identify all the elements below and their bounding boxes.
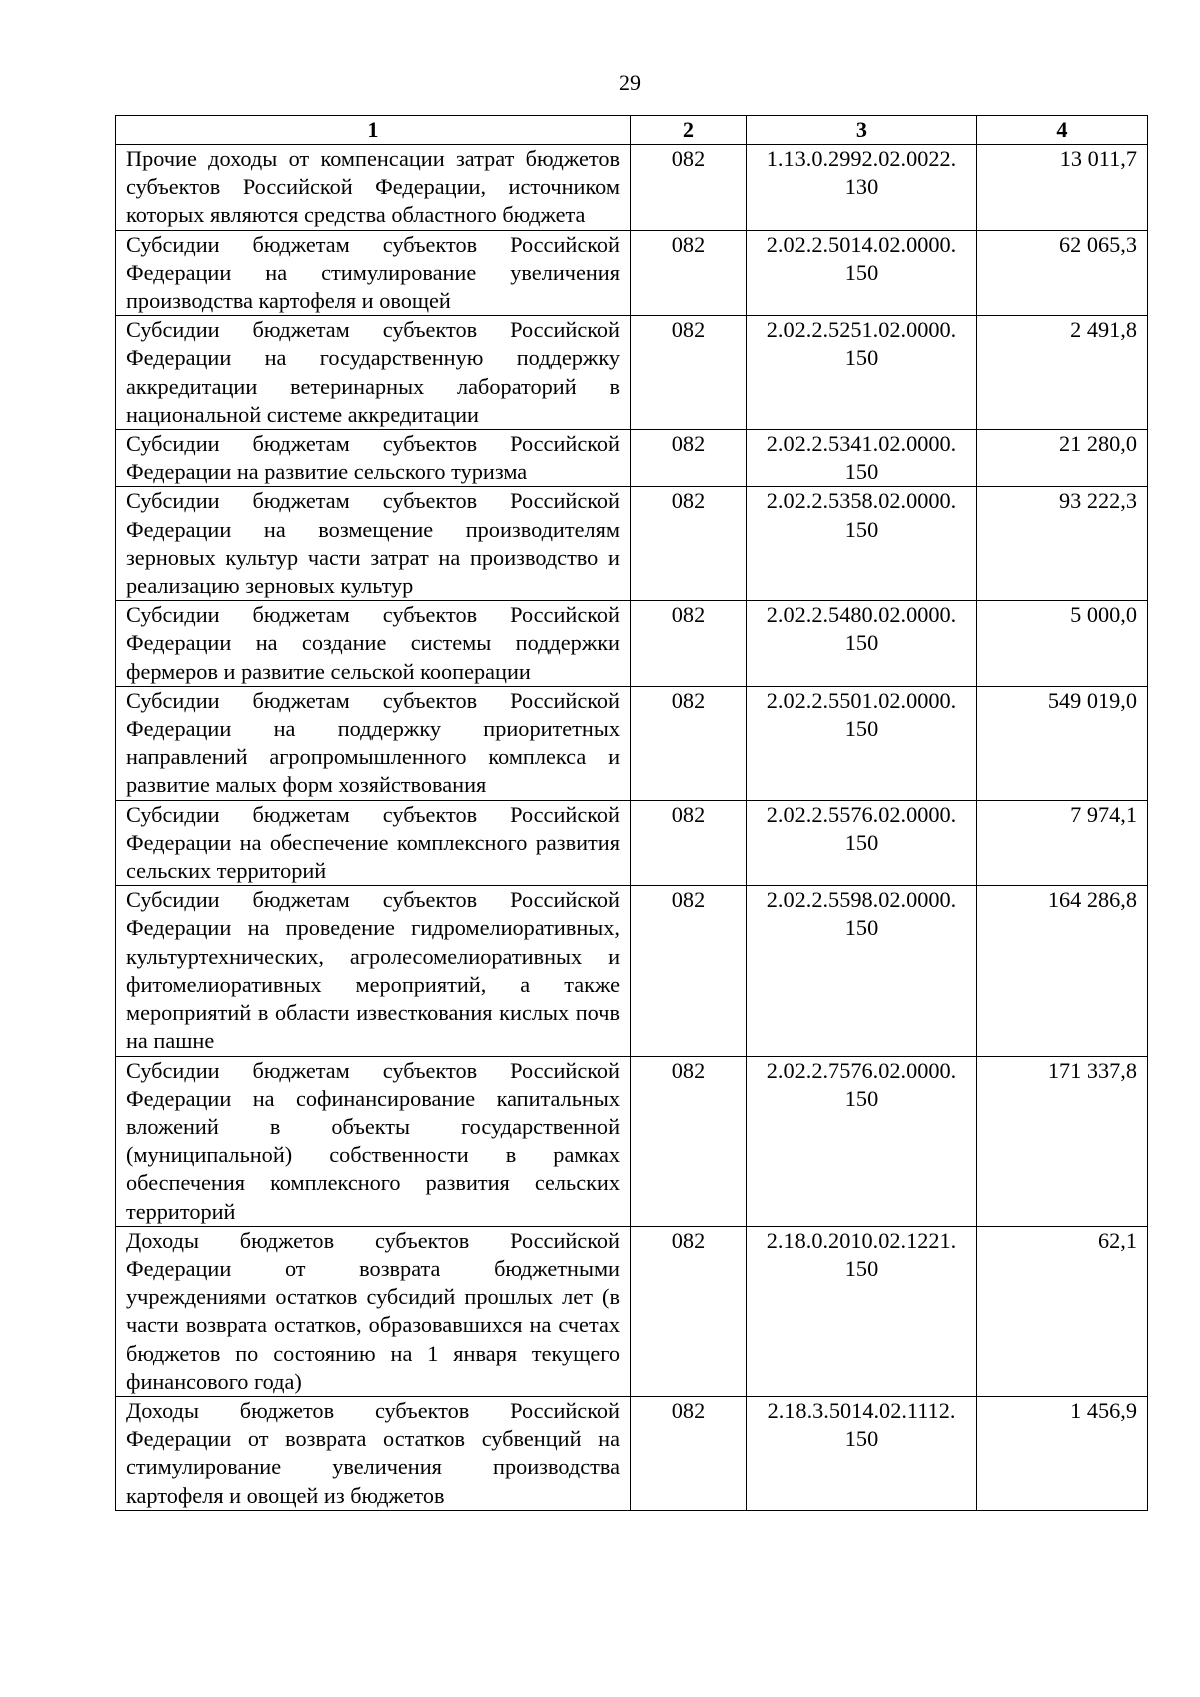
amount: 5 000,0 [977, 601, 1148, 687]
table-row [116, 1396, 1148, 1510]
budget-classification-code: 2.18.3.5014.02.1112. 150 [747, 1396, 977, 1510]
revenue-description: Субсидии бюджетам субъектов Российской Федерации на государственную поддержку аккредитации ветеринарных лабораторий в национальной системе аккредитации [116, 316, 631, 430]
amount: 164 286,8 [977, 886, 1148, 1056]
admin-code: 082 [631, 230, 747, 316]
table-row [116, 430, 1148, 487]
admin-code: 082 [631, 316, 747, 430]
table-row [116, 230, 1148, 316]
admin-code: 082 [631, 1396, 747, 1510]
budget-classification-code: 2.02.2.5598.02.0000. 150 [747, 886, 977, 1056]
admin-code: 082 [631, 601, 747, 687]
column-header-2: 2 [631, 116, 747, 145]
table-row [116, 1226, 1148, 1396]
column-header-1: 1 [116, 116, 631, 145]
revenue-description: Прочие доходы от компенсации затрат бюджетов субъектов Российской Федерации, источником которых являются средства областного бюджета [116, 145, 631, 231]
amount: 171 337,8 [977, 1056, 1148, 1226]
admin-code: 082 [631, 1226, 747, 1396]
budget-revenue-table [115, 115, 1148, 1511]
amount: 13 011,7 [977, 145, 1148, 231]
admin-code: 082 [631, 430, 747, 487]
admin-code: 082 [631, 487, 747, 601]
revenue-description: Субсидии бюджетам субъектов Российской Федерации на софинансирование капитальных вложений в объекты государственной (муниципальной) собственности в рамках обеспечения комплексного развития сельских территорий [116, 1056, 631, 1226]
table-row [116, 145, 1148, 231]
admin-code: 082 [631, 800, 747, 886]
table-row [116, 800, 1148, 886]
table-row [116, 1056, 1148, 1226]
revenue-description: Субсидии бюджетам субъектов Российской Федерации на возмещение производителям зерновых культур части затрат на производство и реализацию зерновых культур [116, 487, 631, 601]
admin-code: 082 [631, 1056, 747, 1226]
budget-classification-code: 2.02.2.5480.02.0000. 150 [747, 601, 977, 687]
table-header-row [116, 116, 1148, 145]
amount: 62,1 [977, 1226, 1148, 1396]
budget-classification-code: 1.13.0.2992.02.0022. 130 [747, 145, 977, 231]
budget-classification-code: 2.18.0.2010.02.1221. 150 [747, 1226, 977, 1396]
table-row [116, 686, 1148, 800]
budget-classification-code: 2.02.2.7576.02.0000. 150 [747, 1056, 977, 1226]
budget-classification-code: 2.02.2.5341.02.0000. 150 [747, 430, 977, 487]
revenue-description: Субсидии бюджетам субъектов Российской Федерации на проведение гидромелиоративных, культуртехнических, агролесомелиоративных и фитомелиоративных мероприятий, а также мероприятий в области известкования кислых почв на пашне [116, 886, 631, 1056]
table-row [116, 316, 1148, 430]
admin-code: 082 [631, 886, 747, 1056]
amount: 1 456,9 [977, 1396, 1148, 1510]
revenue-description: Доходы бюджетов субъектов Российской Федерации от возврата бюджетными учреждениями остатков субсидий прошлых лет (в части возврата остатков, образовавшихся на счетах бюджетов по состоянию на 1 января текущего финансового года) [116, 1226, 631, 1396]
page-number: 29 [619, 70, 641, 95]
amount: 7 974,1 [977, 800, 1148, 886]
revenue-description: Субсидии бюджетам субъектов Российской Федерации на обеспечение комплексного развития сельских территорий [116, 800, 631, 886]
amount: 2 491,8 [977, 316, 1148, 430]
budget-classification-code: 2.02.2.5576.02.0000. 150 [747, 800, 977, 886]
revenue-description: Субсидии бюджетам субъектов Российской Федерации на поддержку приоритетных направлений агропромышленного комплекса и развитие малых форм хозяйствования [116, 686, 631, 800]
table-row [116, 487, 1148, 601]
column-header-3: 3 [747, 116, 977, 145]
column-header-4: 4 [977, 116, 1148, 145]
revenue-description: Субсидии бюджетам субъектов Российской Федерации на развитие сельского туризма [116, 430, 631, 487]
amount: 62 065,3 [977, 230, 1148, 316]
amount: 93 222,3 [977, 487, 1148, 601]
revenue-description: Субсидии бюджетам субъектов Российской Федерации на создание системы поддержки фермеров и развитие сельской кооперации [116, 601, 631, 687]
admin-code: 082 [631, 145, 747, 231]
amount: 21 280,0 [977, 430, 1148, 487]
budget-classification-code: 2.02.2.5501.02.0000. 150 [747, 686, 977, 800]
admin-code: 082 [631, 686, 747, 800]
amount: 549 019,0 [977, 686, 1148, 800]
budget-classification-code: 2.02.2.5358.02.0000. 150 [747, 487, 977, 601]
table-row [116, 601, 1148, 687]
budget-classification-code: 2.02.2.5014.02.0000. 150 [747, 230, 977, 316]
budget-classification-code: 2.02.2.5251.02.0000. 150 [747, 316, 977, 430]
revenue-description: Субсидии бюджетам субъектов Российской Федерации на стимулирование увеличения производства картофеля и овощей [116, 230, 631, 316]
table-row [116, 886, 1148, 1056]
revenue-description: Доходы бюджетов субъектов Российской Федерации от возврата остатков субвенций на стимулирование увеличения производства картофеля и овощей из бюджетов [116, 1396, 631, 1510]
